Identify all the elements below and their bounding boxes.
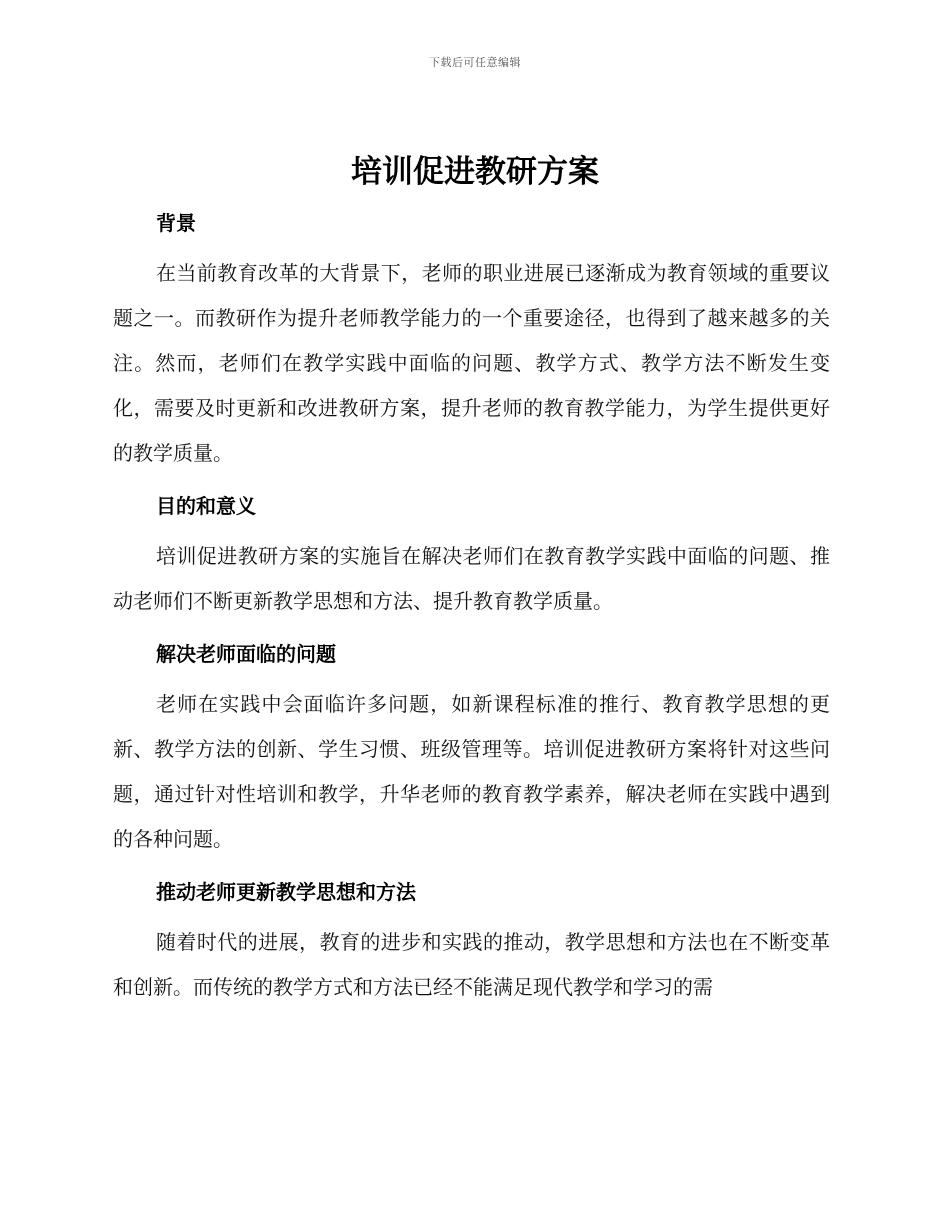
section-paragraph: 随着时代的进展，教育的进步和实践的推动，教学思想和方法也在不断变革和创新。而传统的教学方式和方法已经不能满足现代教学和学习的需 bbox=[113, 930, 830, 999]
section-heading: 目的和意义 bbox=[156, 494, 256, 518]
header-note: 下载后可任意编辑 bbox=[429, 56, 521, 69]
section-background bbox=[113, 203, 830, 476]
section-heading: 解决老师面临的问题 bbox=[156, 642, 336, 666]
section-problems bbox=[113, 634, 830, 862]
section-paragraph: 培训促进教研方案的实施旨在解决老师们在教育教学实践中面临的问题、推动老师们不断更新教学思想和方法、提升教育教学质量。 bbox=[113, 544, 830, 613]
section-purpose bbox=[113, 486, 830, 624]
section-paragraph: 老师在实践中会面临许多问题，如新课程标准的推行、教育教学思想的更新、教学方法的创新、学生习惯、班级管理等。培训促进教研方案将针对这些问题，通过针对性培训和教学，升华老师的教育教学素养，解决老师在实践中遇到的各种问题。 bbox=[113, 692, 830, 851]
document-body bbox=[113, 203, 830, 1020]
section-heading: 背景 bbox=[156, 211, 196, 235]
section-update-methods bbox=[113, 872, 830, 1010]
section-heading: 推动老师更新教学思想和方法 bbox=[156, 880, 416, 904]
section-paragraph: 在当前教育改革的大背景下，老师的职业进展已逐渐成为教育领域的重要议题之一。而教研作为提升老师教学能力的一个重要途径，也得到了越来越多的关注。然而，老师们在教学实践中面临的问题、教学方式、教学方法不断发生变化，需要及时更新和改进教研方案，提升老师的教育教学能力，为学生提供更好的教学质量。 bbox=[113, 261, 830, 465]
page-title: 培训促进教研方案 bbox=[351, 154, 599, 190]
